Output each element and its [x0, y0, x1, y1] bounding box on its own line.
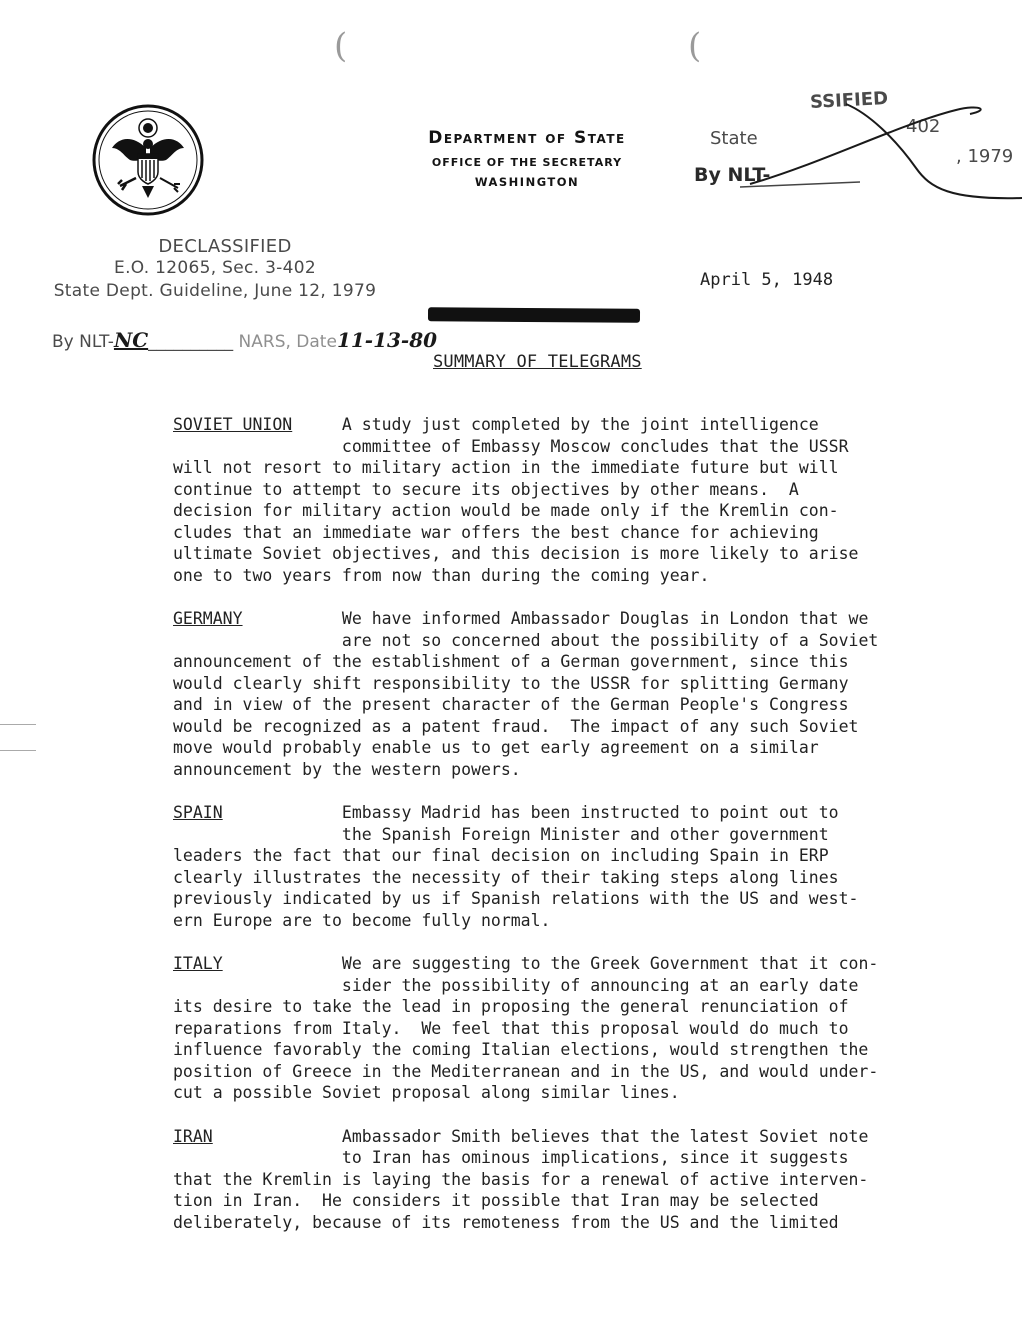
section-heading: ITALY — [173, 954, 223, 973]
section-line: cludes that an immediate war offers the best chance for achieving — [173, 522, 819, 542]
section-text: to Iran has ominous implications, since it suggests — [341, 1148, 849, 1167]
letterhead — [372, 128, 682, 189]
stamp-right-title: SSIFIED — [809, 87, 889, 114]
section-line — [173, 414, 933, 436]
punch-mark: ( — [688, 26, 702, 66]
section-line — [173, 975, 933, 997]
section-heading: IRAN — [173, 1126, 213, 1146]
stamp-authority: E.O. 12065, Sec. 3-402 — [114, 258, 316, 278]
section-line — [173, 1126, 933, 1148]
document-date: April 5, 1948 — [700, 270, 834, 290]
section-soviet-union — [173, 414, 933, 586]
section-spain — [173, 802, 933, 931]
section-line: leaders the fact that our final decision on including Spain in ERP — [173, 846, 829, 865]
section-text: We have informed Ambassador Douglas in London that we — [341, 609, 869, 628]
section-line — [173, 1147, 933, 1169]
byline-initials: NC — [113, 328, 149, 352]
section-line: continue to attempt to secure its objectives by other means. A — [173, 479, 799, 499]
section-text: A study just completed by the joint intelligence — [341, 415, 819, 434]
stamp-byline: By NLT-NC__________ NARS, Date11-13-80 — [52, 328, 438, 352]
margin-mark — [0, 750, 36, 751]
section-line: tion in Iran. He considers it possible that Iran may be selected — [173, 1191, 819, 1210]
byline-nars-label: NARS, Date — [238, 332, 337, 352]
section-line: cut a possible Soviet proposal along similar lines. — [173, 1083, 680, 1102]
section-heading: SPAIN — [173, 803, 223, 822]
section-text: Ambassador Smith believes that the latest Soviet note — [341, 1126, 869, 1146]
section-line — [173, 630, 933, 652]
section-line — [173, 824, 933, 846]
summary-title: SUMMARY OF TELEGRAMS — [433, 352, 642, 372]
section-line — [173, 608, 933, 630]
section-line: would clearly shift responsibility to the USSR for splitting Germany — [173, 673, 849, 693]
byline-prefix: By NLT- — [52, 332, 114, 352]
section-text: Embassy Madrid has been instructed to point out to — [341, 803, 839, 822]
section-line: announcement of the establishment of a German government, since this — [173, 652, 849, 671]
stamp-right-section: 402 — [906, 116, 941, 137]
section-line: its desire to take the lead in proposing the general renunciation of — [173, 997, 849, 1016]
section-iran — [173, 1126, 933, 1234]
declassified-stamp-right — [694, 84, 1024, 214]
section-line: ern Europe are to become fully normal. — [173, 910, 551, 930]
section-line: position of Greece in the Mediterranean and in the US, and would under- — [173, 1061, 879, 1081]
section-heading: SOVIET UNION — [173, 415, 293, 434]
section-line: influence favorably the coming Italian elections, would strengthen the — [173, 1040, 869, 1059]
section-italy — [173, 953, 933, 1104]
section-line: previously indicated by us if Spanish relations with the US and west- — [173, 889, 859, 908]
section-line: move would probably enable us to get early agreement on a similar — [173, 738, 819, 757]
section-line: deliberately, because of its remoteness from the US and the limited — [173, 1212, 839, 1232]
margin-mark — [0, 724, 36, 725]
section-text: committee of Embassy Moscow concludes that the USSR — [341, 436, 849, 456]
section-line: ultimate Soviet objectives, and this decision is more likely to arise — [173, 544, 859, 563]
section-line — [173, 436, 933, 458]
section-text: We are suggesting to the Greek Government that it con- — [341, 954, 879, 973]
section-heading: GERMANY — [173, 609, 243, 628]
section-line: announcement by the western powers. — [173, 759, 521, 779]
section-line: decision for military action would be made only if the Kremlin con- — [173, 501, 839, 520]
byline-handwritten-date: 11-13-80 — [336, 328, 438, 352]
department-name: Department of State — [428, 128, 626, 148]
section-line — [173, 802, 933, 824]
section-line: one to two years from now than during the coming year. — [173, 565, 710, 585]
city-name: WASHINGTON — [474, 175, 580, 189]
telegram-summary-body — [173, 414, 933, 1255]
section-line: and in view of the present character of the German People's Congress — [173, 695, 849, 714]
stamp-right-by: By NLT- — [694, 164, 771, 186]
section-germany — [173, 608, 933, 780]
redaction-bar — [428, 307, 640, 322]
cancel-scribble-icon — [700, 84, 1024, 214]
stamp-right-year: , 1979 — [956, 146, 1014, 167]
section-text: are not so concerned about the possibility of a Soviet — [341, 630, 879, 650]
section-line: will not resort to military action in the immediate future but will — [173, 458, 839, 477]
section-line: would be recognized as a patent fraud. The impact of any such Soviet — [173, 716, 859, 736]
section-text: sider the possibility of announcing at an early date — [341, 975, 859, 995]
declassified-stamp-left — [50, 236, 380, 303]
section-line — [173, 953, 933, 975]
stamp-title: DECLASSIFIED — [158, 236, 292, 257]
office-name: OFFICE OF THE SECRETARY — [431, 156, 623, 169]
section-line: that the Kremlin is laying the basis for a renewal of active interven- — [173, 1169, 869, 1189]
punch-mark: ( — [334, 26, 348, 66]
section-text: the Spanish Foreign Minister and other government — [341, 824, 829, 844]
stamp-right-state: State — [710, 128, 758, 149]
stamp-guideline: State Dept. Guideline, June 12, 1979 — [53, 281, 377, 301]
section-line: clearly illustrates the necessity of their taking steps along lines — [173, 867, 839, 887]
section-line: reparations from Italy. We feel that this proposal would do much to — [173, 1018, 849, 1038]
great-seal-icon — [92, 104, 204, 216]
